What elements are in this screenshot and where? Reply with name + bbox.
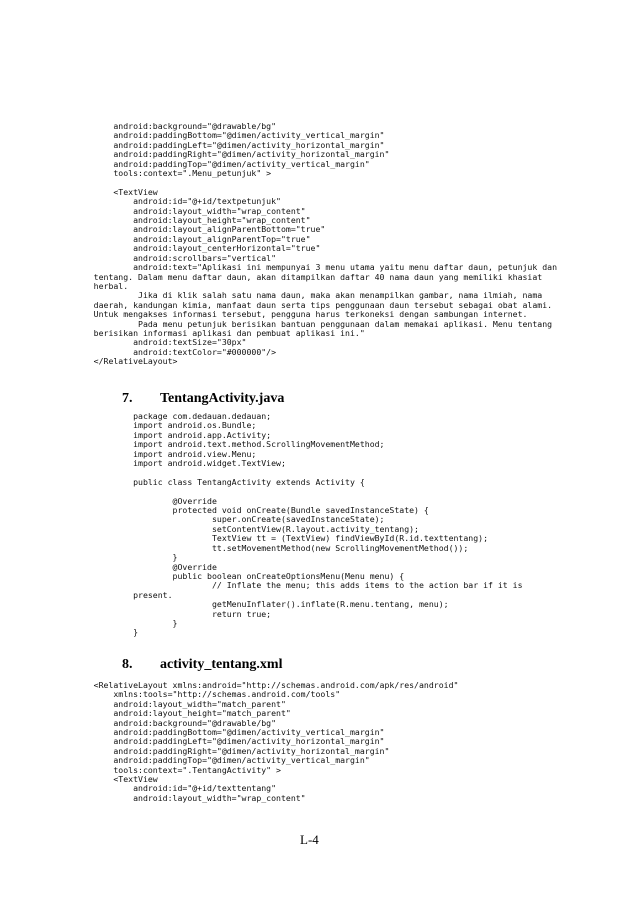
- code-line: import android.view.Menu;: [0, 448, 257, 459]
- code-line: android:paddingRight="@dimen/activity_horizontal_margin": [0, 745, 390, 756]
- code-line: daerah, kandungan kimia, manfaat daun serta tips penggunaan daun tersebut sebagai obat alami.: [0, 299, 553, 310]
- code-line: }: [0, 552, 178, 563]
- code-line: android:paddingLeft="@dimen/activity_horizontal_margin": [0, 139, 385, 150]
- section-number: 8.: [122, 657, 133, 672]
- code-line: </RelativeLayout>: [0, 356, 178, 367]
- code-line: android:id="@+id/texttentang": [0, 783, 277, 794]
- code-line: // Inflate the menu; this adds items to the action bar if it is: [0, 580, 523, 591]
- code-line: <RelativeLayout xmlns:android="http://schemas.android.com/apk/res/android": [0, 680, 459, 690]
- code-line: TextView tt = (TextView) findViewById(R.id.texttentang);: [0, 533, 488, 544]
- code-line: android:layout_alignParentBottom="true": [0, 224, 326, 235]
- code-line: protected void onCreate(Bundle savedInstanceState) {: [0, 505, 429, 516]
- code-line: setContentView(R.layout.activity_tentang);: [0, 523, 419, 534]
- code-line: herbal.: [0, 280, 129, 291]
- code-line: Pada menu petunjuk berisikan bantuan penggunaan dalam memakai aplikasi. Menu tentang: [0, 318, 553, 329]
- code-line: tt.setMovementMethod(new ScrollingMovementMethod());: [0, 542, 469, 553]
- code-line: android:layout_alignParentTop="true": [0, 233, 311, 244]
- code-line: android:layout_height="match_parent": [0, 708, 291, 719]
- code-line: android:textSize="30px": [0, 337, 247, 348]
- code-line: super.onCreate(savedInstanceState);: [0, 514, 385, 525]
- code-line: import android.app.Activity;: [0, 429, 272, 440]
- code-line: android:text="Aplikasi ini mempunyai 3 menu utama yaitu menu daftar daun, petunjuk dan: [0, 262, 558, 273]
- code-line: <TextView: [0, 186, 158, 197]
- code-line: }: [0, 627, 139, 638]
- section-number: 7.: [122, 391, 133, 406]
- code-block-menu-petunjuk-xml: [0, 122, 638, 367]
- code-line: berisikan informasi aplikasi dan pembuat aplikasi ini.": [0, 327, 365, 338]
- section-heading-7: [122, 391, 284, 407]
- code-line: public boolean onCreateOptionsMenu(Menu menu) {: [0, 570, 405, 581]
- page-number: L-4: [300, 832, 319, 847]
- section-heading-8: [122, 657, 282, 673]
- section-title: activity_tentang.xml: [160, 657, 283, 672]
- code-line: Jika di klik salah satu nama daun, maka akan menampilkan gambar, nama ilmiah, nama: [0, 290, 543, 301]
- code-line: import android.os.Bundle;: [0, 420, 257, 431]
- code-line: xmlns:tools="http://schemas.android.com/tools": [0, 689, 341, 700]
- code-line: android:background="@drawable/bg": [0, 121, 277, 131]
- code-line: }: [0, 617, 178, 628]
- code-line: android:paddingBottom="@dimen/activity_vertical_margin": [0, 727, 385, 738]
- code-block-activity-tentang-xml: [0, 681, 638, 803]
- code-line: public class TentangActivity extends Activity {: [0, 476, 365, 487]
- code-line: android:paddingRight="@dimen/activity_horizontal_margin": [0, 149, 390, 160]
- code-line: import android.widget.TextView;: [0, 458, 286, 469]
- code-line: @Override: [0, 561, 217, 572]
- code-line: android:layout_centerHorizontal="true": [0, 243, 321, 254]
- code-line: getMenuInflater().inflate(R.menu.tentang, menu);: [0, 599, 449, 610]
- code-line: import android.text.method.ScrollingMovementMethod;: [0, 439, 385, 450]
- code-line: package com.dedauan.dedauan;: [0, 411, 272, 421]
- code-line: tools:context=".Menu_petunjuk" >: [0, 168, 272, 179]
- code-line: android:id="@+id/textpetunjuk": [0, 196, 281, 207]
- code-line: tools:context=".TentangActivity" >: [0, 764, 281, 775]
- code-line: android:paddingLeft="@dimen/activity_horizontal_margin": [0, 736, 385, 747]
- code-line: android:layout_width="match_parent": [0, 698, 286, 709]
- code-line: android:background="@drawable/bg": [0, 717, 277, 728]
- code-line: android:textColor="#000000"/>: [0, 346, 277, 357]
- code-line: android:paddingTop="@dimen/activity_vertical_margin": [0, 158, 370, 169]
- code-line: tentang. Dalam menu daftar daun, akan ditampilkan daftar 40 nama daun yang memiliki khasiat: [0, 271, 543, 282]
- code-line: return true;: [0, 608, 272, 619]
- code-line: android:layout_width="wrap_content": [0, 205, 306, 216]
- code-line: Untuk mengakses informasi tersebut, pengguna harus terkoneksi dengan sambungan internet.: [0, 309, 528, 320]
- code-line: <TextView: [0, 774, 158, 785]
- code-line: android:paddingBottom="@dimen/activity_vertical_margin": [0, 130, 385, 141]
- code-block-tentang-activity-java: [0, 412, 638, 638]
- code-line: android:paddingTop="@dimen/activity_vertical_margin": [0, 755, 370, 766]
- code-line: android:scrollbars="vertical": [0, 252, 277, 263]
- code-line: android:layout_height="wrap_content": [0, 215, 311, 226]
- section-title: TentangActivity.java: [160, 391, 285, 406]
- code-line: android:layout_width="wrap_content": [0, 792, 306, 803]
- code-line: present.: [0, 589, 173, 600]
- code-line: @Override: [0, 495, 217, 506]
